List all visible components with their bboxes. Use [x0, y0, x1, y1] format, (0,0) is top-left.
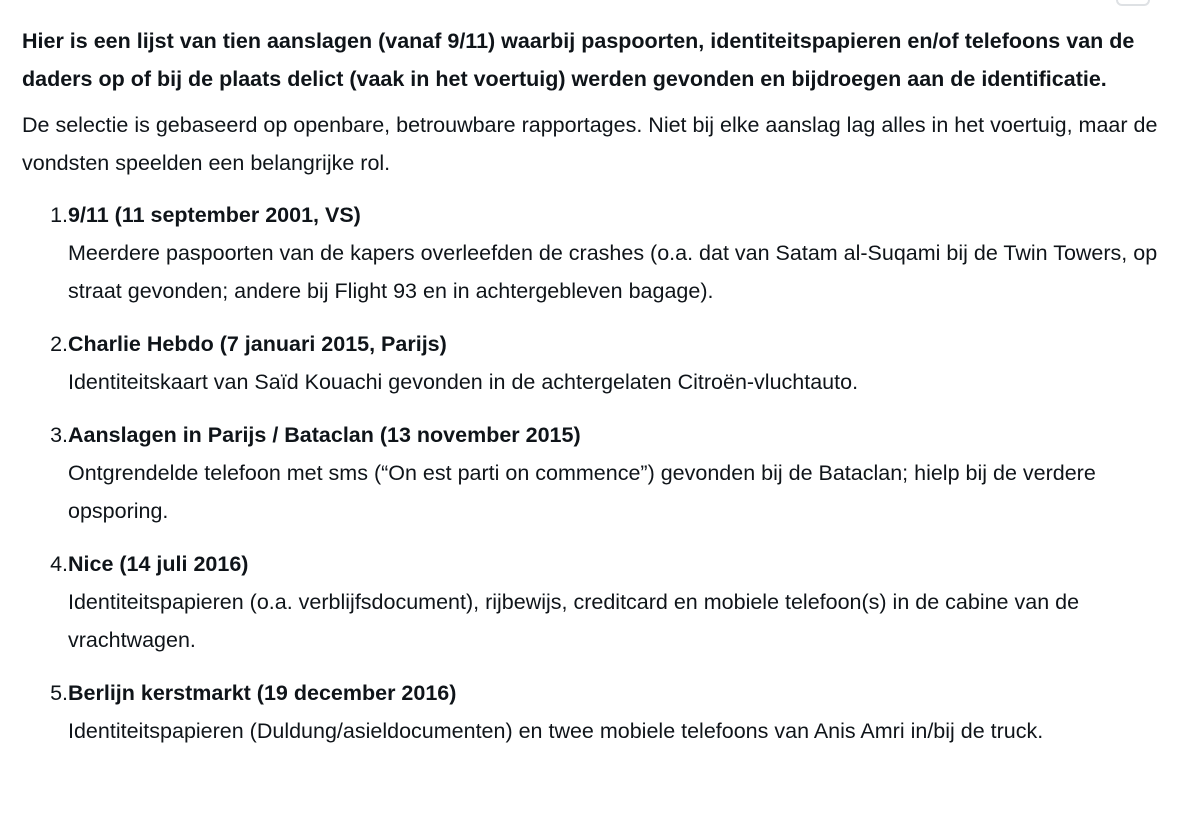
list-item-number: 5. [50, 681, 68, 705]
list-item-number: 4. [50, 552, 68, 576]
list-item-description: Meerdere paspoorten van de kapers overleefden de crashes (o.a. dat van Satam al-Suqami bij de Twin Towers, op straat gevonden; andere bij Flight 93 en in achtergebleven bagage). [68, 241, 1158, 303]
attack-list [22, 196, 1172, 750]
list-item-title: 9/11 (11 september 2001, VS) [68, 203, 361, 227]
list-item-title: Charlie Hebdo (7 januari 2015, Parijs) [68, 332, 447, 356]
list-item-title: Aanslagen in Parijs / Bataclan (13 november 2015) [68, 423, 581, 447]
list-item-number: 3. [50, 423, 68, 447]
list-item [22, 545, 1172, 659]
list-item-description: Identiteitskaart van Saïd Kouachi gevonden in de achtergelaten Citroën-vluchtauto. [68, 370, 859, 394]
message-content [22, 22, 1172, 765]
list-item [22, 196, 1172, 310]
selection-note: De selectie is gebaseerd op openbare, betrouwbare rapportages. Niet bij elke aanslag lag alles in het voertuig, maar de vondsten speelden een belangrijke rol. [22, 113, 1158, 175]
intro-text: Hier is een lijst van tien aanslagen (vanaf 9/11) waarbij paspoorten, identiteitspapieren en/of telefoons van de daders op of bij de plaats delict (vaak in het voertuig) werden gevonden en bijdroegen aan de identificatie. [22, 29, 1135, 91]
list-item [22, 416, 1172, 530]
list-item [22, 674, 1172, 750]
list-item-description: Identiteitspapieren (o.a. verblijfsdocument), rijbewijs, creditcard en mobiele telefoon(s) in de cabine van de vrachtwagen. [68, 590, 1080, 652]
list-item [22, 325, 1172, 401]
list-item-number: 2. [50, 332, 68, 356]
list-item-description: Identiteitspapieren (Duldung/asieldocumenten) en twee mobiele telefoons van Anis Amri in/bij de truck. [68, 719, 1044, 743]
list-item-number: 1. [50, 203, 68, 227]
list-item-title: Berlijn kerstmarkt (19 december 2016) [68, 681, 457, 705]
scroll-edge-decoration [1116, 0, 1150, 6]
list-item-title: Nice (14 juli 2016) [68, 552, 249, 576]
list-item-description: Ontgrendelde telefoon met sms (“On est parti on commence”) gevonden bij de Bataclan; hielp bij de verdere opsporing. [68, 461, 1096, 523]
